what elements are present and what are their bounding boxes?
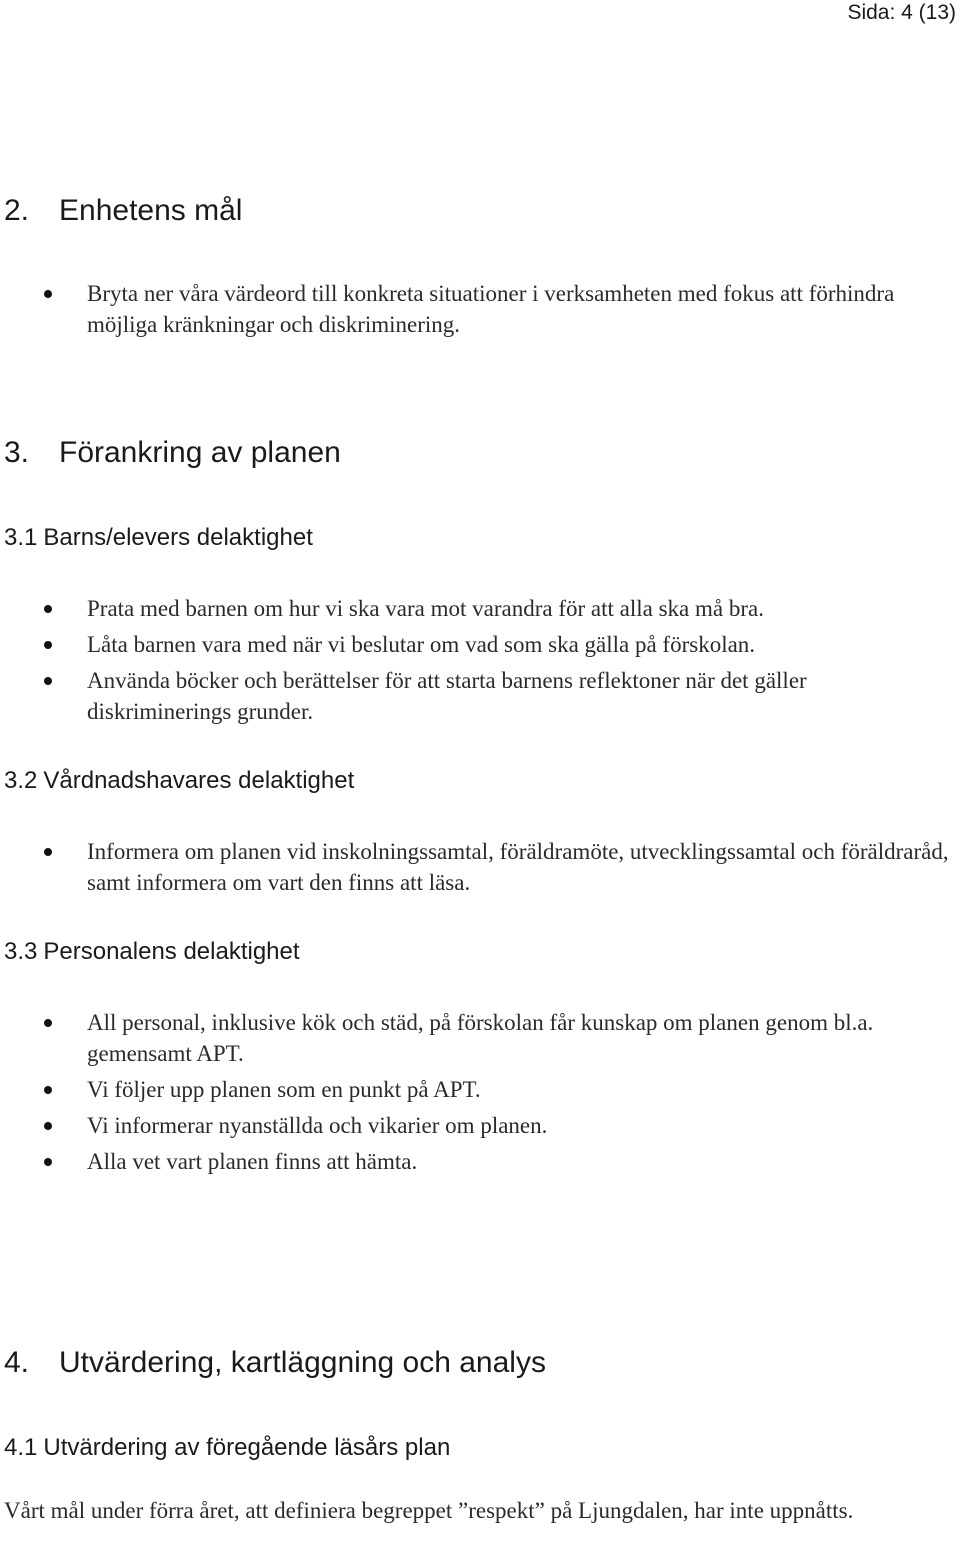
heading-title: Enhetens mål (59, 194, 243, 227)
heading-section-3-1 (4, 523, 313, 553)
heading-title: Utvärdering av föregående läsårs plan (43, 1434, 451, 1461)
heading-section-3 (4, 435, 341, 471)
list-item: Vi informerar nyanställda och vikarier om planen. (0, 1110, 960, 1141)
list-item: All personal, inklusive kök och städ, på förskolan får kunskap om planen genom bl.a. gemensamt APT. (0, 1007, 960, 1069)
section-2-list (0, 278, 960, 345)
list-item: Informera om planen vid inskolningssamtal, föräldramöte, utvecklingssamtal och föräldraråd, samt informera om vart den finns att läsa. (0, 836, 960, 898)
bullet-icon (44, 605, 52, 613)
bullet-icon (44, 1122, 52, 1130)
heading-section-4 (4, 1345, 546, 1381)
heading-number: 3. (4, 436, 30, 469)
section-4-1-paragraph: Vårt mål under förra året, att definiera begreppet ”respekt” på Ljungdalen, har inte uppnåtts. (4, 1498, 854, 1523)
bullet-icon (44, 1019, 52, 1027)
bullet-icon (44, 1158, 52, 1166)
heading-section-4-1 (4, 1433, 450, 1463)
heading-title: Vårdnadshavares delaktighet (43, 767, 355, 794)
bullet-icon (44, 641, 52, 649)
section-3-2-list (0, 836, 960, 903)
section-3-3-list (0, 1007, 960, 1182)
list-item: Alla vet vart planen finns att hämta. (0, 1146, 960, 1177)
heading-number: 4.1 (4, 1434, 38, 1461)
bullet-icon (44, 1086, 52, 1094)
heading-number: 3.2 (4, 767, 38, 794)
heading-number: 4. (4, 1346, 30, 1379)
heading-title: Barns/elevers delaktighet (43, 524, 313, 551)
heading-title: Personalens delaktighet (43, 938, 300, 965)
heading-section-3-3 (4, 937, 300, 967)
bullet-icon (44, 290, 52, 298)
list-item: Vi följer upp planen som en punkt på APT. (0, 1074, 960, 1105)
heading-section-2 (4, 193, 242, 229)
heading-number: 3.1 (4, 524, 38, 551)
section-3-1-list (0, 593, 960, 732)
bullet-icon (44, 677, 52, 685)
list-item: Låta barnen vara med när vi beslutar om vad som ska gälla på förskolan. (0, 629, 960, 660)
list-item: Bryta ner våra värdeord till konkreta situationer i verksamheten med fokus att förhindra möjliga kränkningar och diskriminering. (0, 278, 960, 340)
heading-title: Förankring av planen (59, 436, 341, 469)
heading-section-3-2 (4, 766, 354, 796)
heading-title: Utvärdering, kartläggning och analys (59, 1346, 546, 1379)
heading-number: 2. (4, 194, 30, 227)
list-item: Använda böcker och berättelser för att starta barnens reflektoner när det gäller diskriminerings grunder. (0, 665, 960, 727)
bullet-icon (44, 848, 52, 856)
heading-number: 3.3 (4, 938, 38, 965)
page-number: Sida: 4 (13) (847, 1, 956, 24)
list-item: Prata med barnen om hur vi ska vara mot varandra för att alla ska må bra. (0, 593, 960, 624)
